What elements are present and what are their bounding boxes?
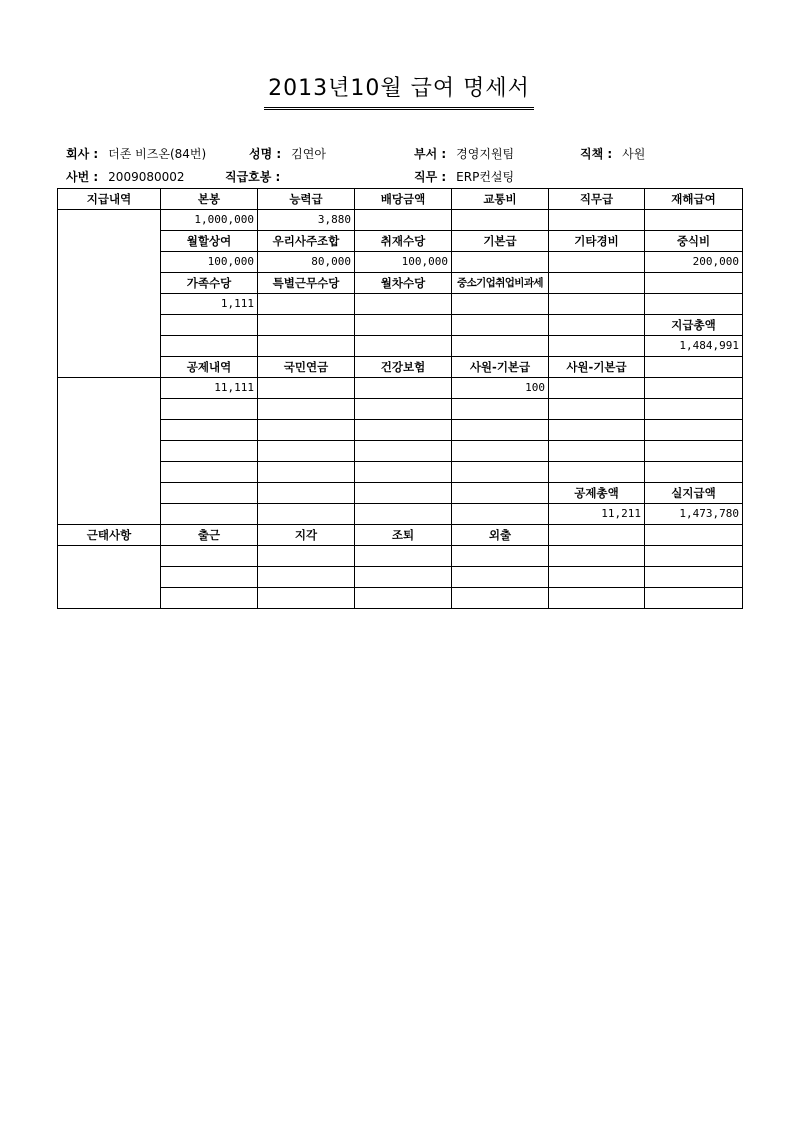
attendance-section-label: 근태사항 [58,525,161,546]
blank-cell [161,420,258,441]
blank-cell [549,588,645,609]
deduction-value-row [58,378,743,399]
blank-cell [258,420,355,441]
duty-label: 직무 : [414,170,447,184]
blank-cell [355,315,452,336]
pay-header-row-2 [58,231,743,252]
blank-cell [161,399,258,420]
company-label: 회사 : [66,147,99,161]
dept-info [414,146,514,162]
attendance-header [549,525,645,546]
attendance-blank-row [58,588,743,609]
blank-cell [355,504,452,525]
pay-header: 가족수당 [161,273,258,294]
pay-header [645,273,743,294]
pay-value [452,252,549,273]
blank-cell [355,441,452,462]
pay-value-row-2 [58,252,743,273]
deduction-value: 11,111 [161,378,258,399]
pay-header: 본봉 [161,189,258,210]
blank-cell [161,567,258,588]
pay-value: 100,000 [355,252,452,273]
deduction-value: 100 [452,378,549,399]
pay-header: 교통비 [452,189,549,210]
blank-cell [258,546,355,567]
blank-cell [161,336,258,357]
pay-value [645,210,743,231]
net-pay-value: 1,473,780 [645,504,743,525]
blank-cell [549,462,645,483]
blank-cell [258,315,355,336]
position-value: 사원 [622,147,646,161]
pay-header-row-1 [58,189,743,210]
pay-header: 기본급 [452,231,549,252]
blank-cell [452,462,549,483]
blank-cell [549,420,645,441]
pay-value [452,294,549,315]
pay-value: 1,111 [161,294,258,315]
deduction-header: 사원-기본급 [452,357,549,378]
name-label: 성명 : [249,147,282,161]
blank-cell [161,441,258,462]
pay-value-row-1 [58,210,743,231]
pay-total-value: 1,484,991 [645,336,743,357]
attendance-header: 외출 [452,525,549,546]
deduction-total-label-row [58,483,743,504]
duty-value: ERP컨설팅 [456,170,515,184]
blank-cell [161,588,258,609]
deduction-value [549,378,645,399]
pay-header: 월할상여 [161,231,258,252]
blank-cell [258,483,355,504]
blank-cell [355,420,452,441]
blank-cell [452,315,549,336]
blank-cell [355,462,452,483]
blank-cell [355,483,452,504]
dept-value: 경영지원팀 [456,147,515,161]
deduction-value [355,378,452,399]
blank-cell [452,504,549,525]
deduction-blank-row [58,399,743,420]
pay-header: 직무급 [549,189,645,210]
pay-value: 3,880 [258,210,355,231]
blank-cell [355,546,452,567]
blank-cell [355,336,452,357]
dept-label: 부서 : [414,147,447,161]
document-title: 2013년10월 급여 명세서 [264,74,534,110]
title-wrap [0,74,798,110]
pay-total-label-row [58,315,743,336]
attendance-section-blank [58,546,161,609]
pay-header: 중식비 [645,231,743,252]
pay-header: 배당금액 [355,189,452,210]
empno-label: 사번 : [66,170,99,184]
blank-cell [452,567,549,588]
pay-header: 우리사주조합 [258,231,355,252]
deduction-section-blank [58,378,161,525]
deduction-header: 사원-기본급 [549,357,645,378]
pay-value [355,210,452,231]
blank-cell [645,588,743,609]
pay-value [258,294,355,315]
name-info [249,146,326,162]
pay-value [645,294,743,315]
pay-value [549,210,645,231]
blank-cell [549,315,645,336]
blank-cell [258,462,355,483]
name-value: 김연아 [291,147,326,161]
pay-value [549,252,645,273]
blank-cell [645,399,743,420]
blank-cell [161,546,258,567]
grade-info [225,169,290,185]
pay-header: 중소기업취업비과세 [452,273,549,294]
pay-value: 100,000 [161,252,258,273]
deduction-header: 건강보험 [355,357,452,378]
pay-header-row-3 [58,273,743,294]
empno-info [66,169,185,185]
blank-cell [645,567,743,588]
blank-cell [258,336,355,357]
position-info [580,146,645,162]
position-label: 직책 : [580,147,613,161]
pay-value: 200,000 [645,252,743,273]
blank-cell [549,567,645,588]
pay-value: 1,000,000 [161,210,258,231]
pay-header: 기타경비 [549,231,645,252]
pay-header: 월차수당 [355,273,452,294]
blank-cell [161,504,258,525]
deduction-header-row [58,357,743,378]
blank-cell [452,336,549,357]
net-pay-label: 실지급액 [645,483,743,504]
attendance-blank-row [58,567,743,588]
blank-cell [258,399,355,420]
blank-cell [549,441,645,462]
blank-cell [258,588,355,609]
blank-cell [161,315,258,336]
pay-section-blank [58,210,161,378]
blank-cell [258,504,355,525]
deduction-total-label: 공제총액 [549,483,645,504]
pay-total-value-row [58,336,743,357]
pay-value [355,294,452,315]
company-info [66,146,206,162]
blank-cell [258,567,355,588]
attendance-header [645,525,743,546]
deduction-value [258,378,355,399]
pay-value-row-3 [58,294,743,315]
deduction-blank-row [58,441,743,462]
blank-cell [549,336,645,357]
pay-header: 특별근무수당 [258,273,355,294]
deduction-total-value: 11,211 [549,504,645,525]
blank-cell [645,462,743,483]
pay-header: 재해급여 [645,189,743,210]
duty-info [414,169,514,185]
blank-cell [355,399,452,420]
deduction-value [645,378,743,399]
pay-total-label: 지급총액 [645,315,743,336]
deduction-header: 국민연금 [258,357,355,378]
blank-cell [452,441,549,462]
blank-cell [452,420,549,441]
pay-value [549,294,645,315]
attendance-header: 조퇴 [355,525,452,546]
blank-cell [452,588,549,609]
pay-value: 80,000 [258,252,355,273]
blank-cell [355,588,452,609]
grade-label: 직급호봉 : [225,170,281,184]
company-value: 더존 비즈온(84번) [108,147,207,161]
deduction-blank-row [58,420,743,441]
deduction-total-value-row [58,504,743,525]
blank-cell [452,546,549,567]
deduction-blank-row [58,462,743,483]
attendance-header: 지각 [258,525,355,546]
blank-cell [355,567,452,588]
blank-cell [549,399,645,420]
blank-cell [452,483,549,504]
payslip-table [57,188,743,609]
attendance-header-row [58,525,743,546]
blank-cell [161,483,258,504]
deduction-header [645,357,743,378]
deduction-section-label: 공제내역 [161,357,258,378]
blank-cell [452,399,549,420]
pay-header [549,273,645,294]
blank-cell [258,441,355,462]
pay-section-label: 지급내역 [58,189,161,210]
pay-header: 능력급 [258,189,355,210]
attendance-blank-row [58,546,743,567]
attendance-header: 출근 [161,525,258,546]
blank-cell [645,546,743,567]
empno-value: 2009080002 [108,170,185,184]
blank-cell [549,546,645,567]
blank-cell [161,462,258,483]
pay-value [452,210,549,231]
blank-cell [645,441,743,462]
blank-cell [645,420,743,441]
pay-header: 취재수당 [355,231,452,252]
